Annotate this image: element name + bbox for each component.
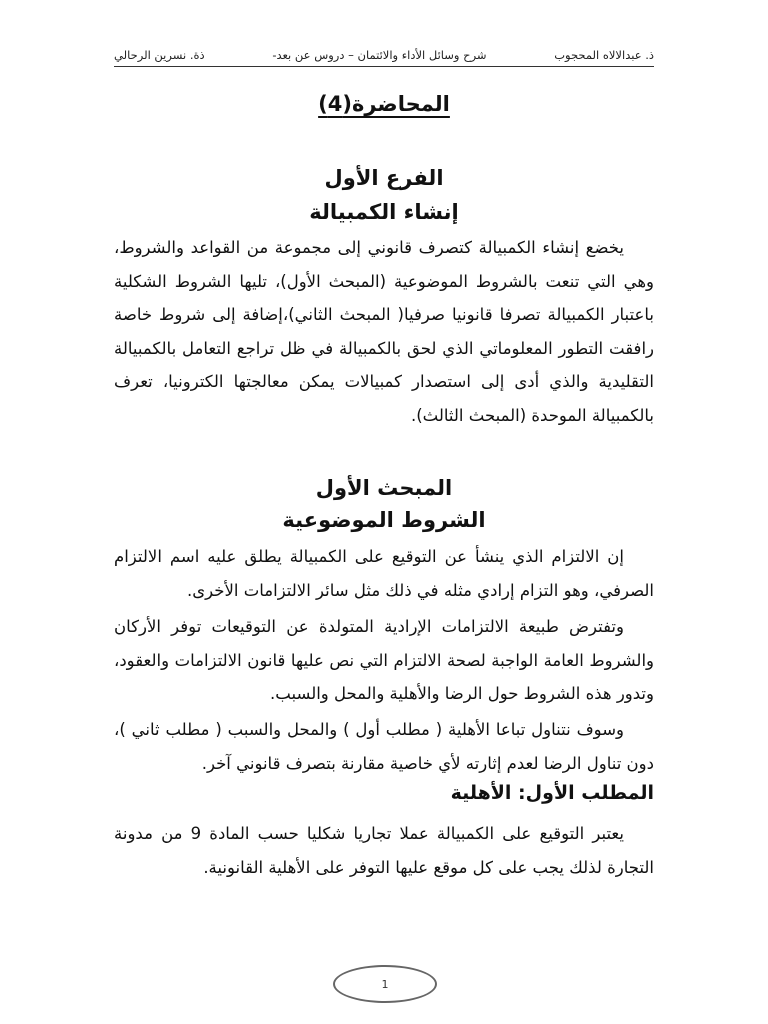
page-number: 1 [381,977,389,991]
branch-title: الفرع الأول [324,166,444,190]
section-title: المطلب الأول: الأهلية [450,782,654,804]
paragraph-conditions: وتفترض طبيعة الالتزامات الإرادية المتولدة عن التوقيعات توفر الأركان والشروط العامة الواجبة لصحة الالتزام التي نص عليها قانون الالتزامات والعقود، وتدور هذه الشروط حول الرضا والأهلية والمحل والسبب. [114,617,654,703]
paragraph-plan: وسوف نتناول تباعا الأهلية ( مطلب أول ) والمحل والسبب ( مطلب ثاني )، دون تناول الرضا لعدم إثارته لأي خاصية مقارنة بتصرف قانوني آخر. [114,720,654,773]
section-paragraph: يعتبر التوقيع على الكمبيالة عملا تجاريا شكليا حسب المادة 9 من مدونة التجارة لذلك يجب على كل موقع عليها التوفر على الأهلية القانونية. [114,824,654,877]
intro-paragraph: يخضع إنشاء الكمبيالة كتصرف قانوني إلى مجموعة من القواعد والشروط، وهي التي تنعت بالشروط الموضوعية (المبحث الأول)، تليها الشروط الشكلية باعتبار الكمبيالة تصرفا قانونيا صرفيا( المبحث الثاني)،إضافة إلى شروط خاصة رافقت التطور المعلوماتي الذي لحق بالكمبيالة في ظل تراجع التعامل بالكمبيالة التقليدية والذي أدى إلى استصدار كمبيالات يمكن معالجتها الكترونيا، تعرف بالكمبيالة الموحدة (المبحث الثالث). [114,238,654,425]
chapter-title: المبحث الأول [315,476,453,500]
page-number-badge [333,965,437,1003]
branch-subtitle: إنشاء الكمبيالة [309,200,459,224]
lecture-title: المحاضرة(4) [318,92,450,116]
paragraph-obligation: إن الالتزام الذي ينشأ عن التوقيع على الكمبيالة يطلق عليه اسم الالتزام الصرفي، وهو التزام إرادي مثله في ذلك مثل سائر الالتزامات الأخرى. [114,547,654,600]
header-course-title: شرح وسائل الأداء والائتمان – دروس عن بعد- [272,48,487,62]
header-divider [114,66,654,67]
page-header [114,40,654,62]
chapter-subtitle: الشروط الموضوعية [282,508,486,532]
header-author-left: ذة. نسرين الرحالي [114,48,205,62]
header-author-right: ذ. عبدالالاه المحجوب [554,48,654,62]
